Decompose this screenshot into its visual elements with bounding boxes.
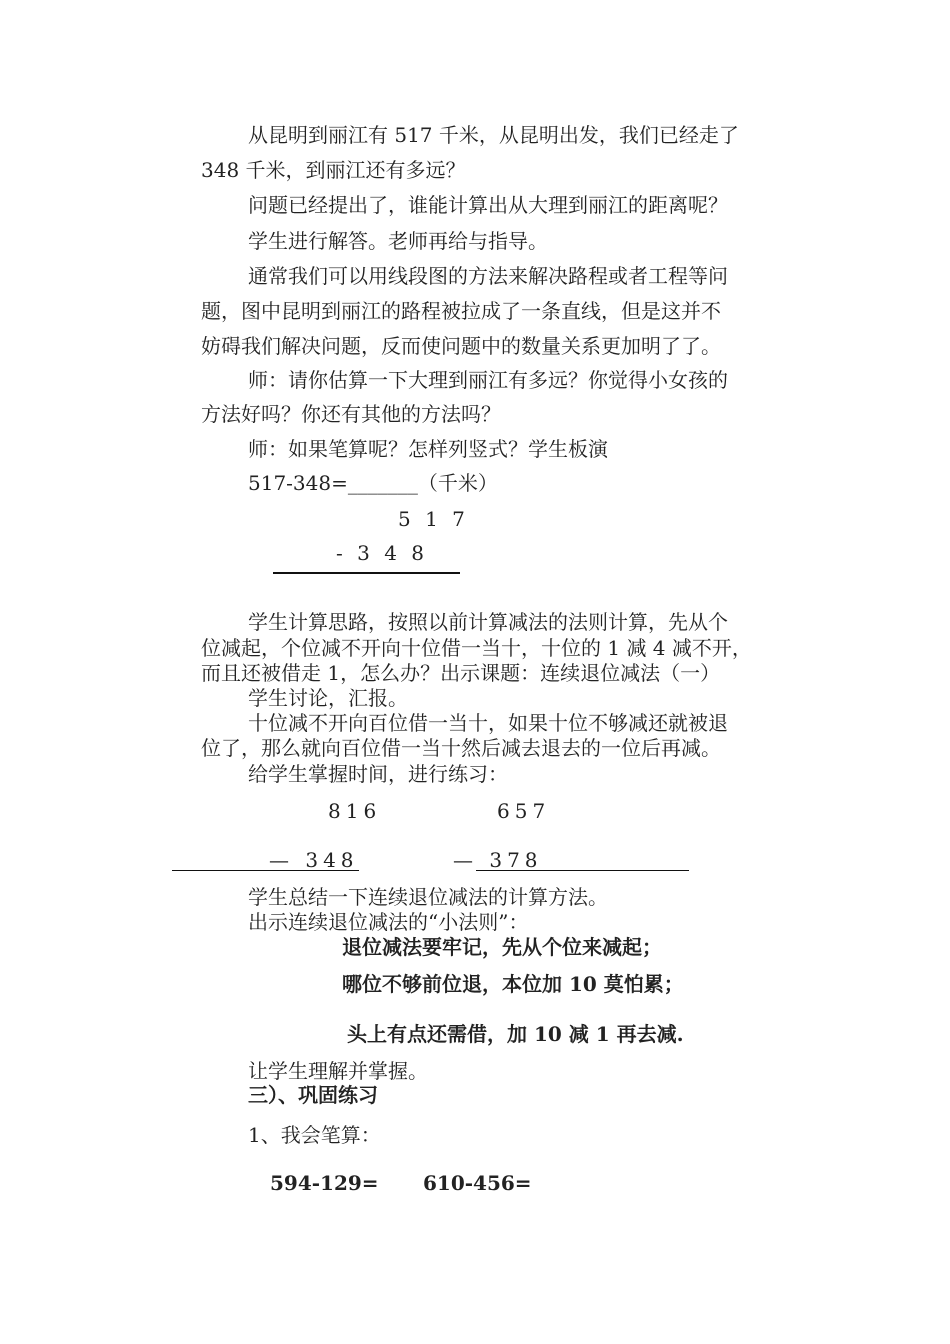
exercise-2-bottom: — 378 xyxy=(453,848,543,872)
question-label: 1、我会笔算： xyxy=(248,1123,381,1147)
section-heading: 三）、巩固练习 xyxy=(248,1083,378,1107)
exercise-1-rule xyxy=(172,870,359,871)
rule-line-3: 头上有点还需借，加 10 减 1 再去减. xyxy=(347,1022,684,1046)
exercise-1-top: 816 xyxy=(328,799,382,823)
paragraph-line: 问题已经提出了，谁能计算出从大理到丽江的距离呢？ xyxy=(248,193,728,217)
rule-line-1: 退位减法要牢记，先从个位来减起； xyxy=(342,935,662,959)
paragraph-line: 位了，那么就向百位借一当十然后减去退去的一位后再减。 xyxy=(201,736,721,760)
exercise-equation-2: 610-456= xyxy=(423,1171,532,1195)
paragraph-line: 学生进行解答。老师再给与指导。 xyxy=(248,229,548,253)
paragraph-line: 出示连续退位减法的“小法则”： xyxy=(248,910,529,934)
equation-line: 517-348=_______（千米） xyxy=(248,471,498,495)
paragraph-line: 而且还被借走 1，怎么办？出示课题：连续退位减法（一） xyxy=(201,661,721,685)
exercise-2-rule xyxy=(476,870,689,871)
vertical-calc-rule xyxy=(273,572,460,574)
exercise-2-top: 657 xyxy=(497,799,551,823)
paragraph-line: 十位减不开向百位借一当十，如果十位不够减还就被退 xyxy=(248,711,728,735)
vertical-calc-top: 5 1 7 xyxy=(398,507,469,531)
paragraph-line: 给学生掌握时间，进行练习： xyxy=(248,762,508,786)
paragraph-line: 学生讨论，汇报。 xyxy=(248,686,408,710)
paragraph-line: 学生计算思路，按照以前计算减法的法则计算，先从个 xyxy=(248,610,728,634)
paragraph-line: 师：请你估算一下大理到丽江有多远？你觉得小女孩的 xyxy=(248,368,728,392)
paragraph-line: 题，图中昆明到丽江的路程被拉成了一条直线，但是这并不 xyxy=(201,299,721,323)
exercise-equation-1: 594-129= xyxy=(270,1171,379,1195)
vertical-calc-bottom: - 3 4 8 xyxy=(336,541,429,565)
paragraph-line: 妨碍我们解决问题，反而使问题中的数量关系更加明了了。 xyxy=(201,334,721,358)
rule-line-2: 哪位不够前位退，本位加 10 莫怕累； xyxy=(342,972,684,996)
paragraph-line: 让学生理解并掌握。 xyxy=(248,1059,428,1083)
paragraph-line: 学生总结一下连续退位减法的计算方法。 xyxy=(248,885,608,909)
paragraph-line: 位减起，个位减不开向十位借一当十，十位的 1 减 4 减不开， xyxy=(201,636,752,660)
paragraph-line: 从昆明到丽江有 517 千米，从昆明出发，我们已经走了 xyxy=(248,123,739,147)
paragraph-line: 师：如果笔算呢？怎样列竖式？学生板演 xyxy=(248,437,608,461)
exercise-1-bottom: — 348 xyxy=(269,848,359,872)
paragraph-line: 方法好吗？你还有其他的方法吗？ xyxy=(201,402,501,426)
paragraph-line: 348 千米，到丽江还有多远？ xyxy=(201,158,466,182)
paragraph-line: 通常我们可以用线段图的方法来解决路程或者工程等问 xyxy=(248,264,728,288)
